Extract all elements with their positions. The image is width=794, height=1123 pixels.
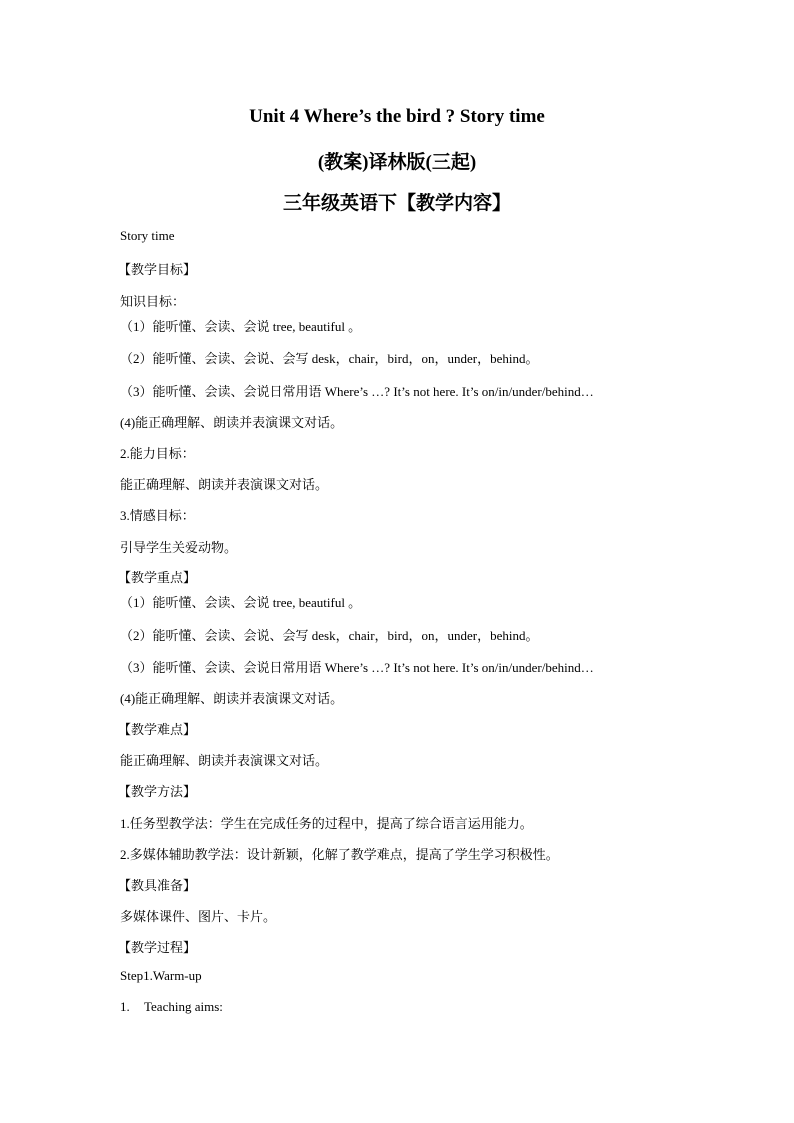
list-item: （1）能听懂、会读、会说 tree, beautiful 。	[120, 319, 362, 334]
text-line: 2.能力目标：	[120, 446, 195, 461]
section-heading: 【教学方法】	[118, 784, 197, 799]
document-title: Unit 4 Where’s the bird ? Story time	[249, 106, 545, 127]
list-item: （1）能听懂、会读、会说 tree, beautiful 。	[120, 595, 362, 610]
section-heading: 【教学过程】	[118, 940, 197, 955]
section-heading: 【教学目标】	[118, 262, 197, 277]
text-line: Step1.Warm-up	[120, 968, 202, 983]
list-item: （3）能听懂、会读、会说日常用语 Where’s …? It’s not here. It’s on/in/under/behind…	[120, 660, 594, 675]
text-line: 1.任务型教学法：学生在完成任务的过程中，提高了综合语言运用能力。	[120, 816, 533, 831]
section-heading: 【教学重点】	[118, 570, 197, 585]
text-line: 能正确理解、朗读并表演课文对话。	[120, 477, 329, 492]
numbered-list-item	[120, 999, 223, 1015]
document-heading: 三年级英语下【教学内容】	[282, 193, 511, 214]
section-heading: 【教学难点】	[118, 722, 197, 737]
text-line: 2.多媒体辅助教学法：设计新颖，化解了教学难点，提高了学生学习积极性。	[120, 847, 559, 862]
list-item: (4)能正确理解、朗读并表演课文对话。	[120, 691, 344, 706]
list-text: Teaching aims:	[144, 999, 223, 1014]
list-number: 1.	[120, 999, 130, 1014]
text-line: 引导学生关爱动物。	[120, 540, 238, 555]
text-line: 3.情感目标：	[120, 508, 195, 523]
text-line: Story time	[120, 228, 175, 243]
text-line: 能正确理解、朗读并表演课文对话。	[120, 753, 329, 768]
list-item: （2）能听懂、会读、会说、会写 desk，chair，bird，on，under，behind。	[120, 628, 539, 643]
document-subtitle: (教案)译林版(三起)	[317, 152, 477, 173]
section-heading: 【教具准备】	[118, 878, 197, 893]
list-item: (4)能正确理解、朗读并表演课文对话。	[120, 415, 344, 430]
list-item: （2）能听懂、会读、会说、会写 desk，chair，bird，on，under，behind。	[120, 351, 539, 366]
text-line: 多媒体课件、图片、卡片。	[120, 909, 277, 924]
text-line: 知识目标：	[120, 294, 186, 309]
list-item: （3）能听懂、会读、会说日常用语 Where’s …? It’s not here. It’s on/in/under/behind…	[120, 384, 594, 399]
